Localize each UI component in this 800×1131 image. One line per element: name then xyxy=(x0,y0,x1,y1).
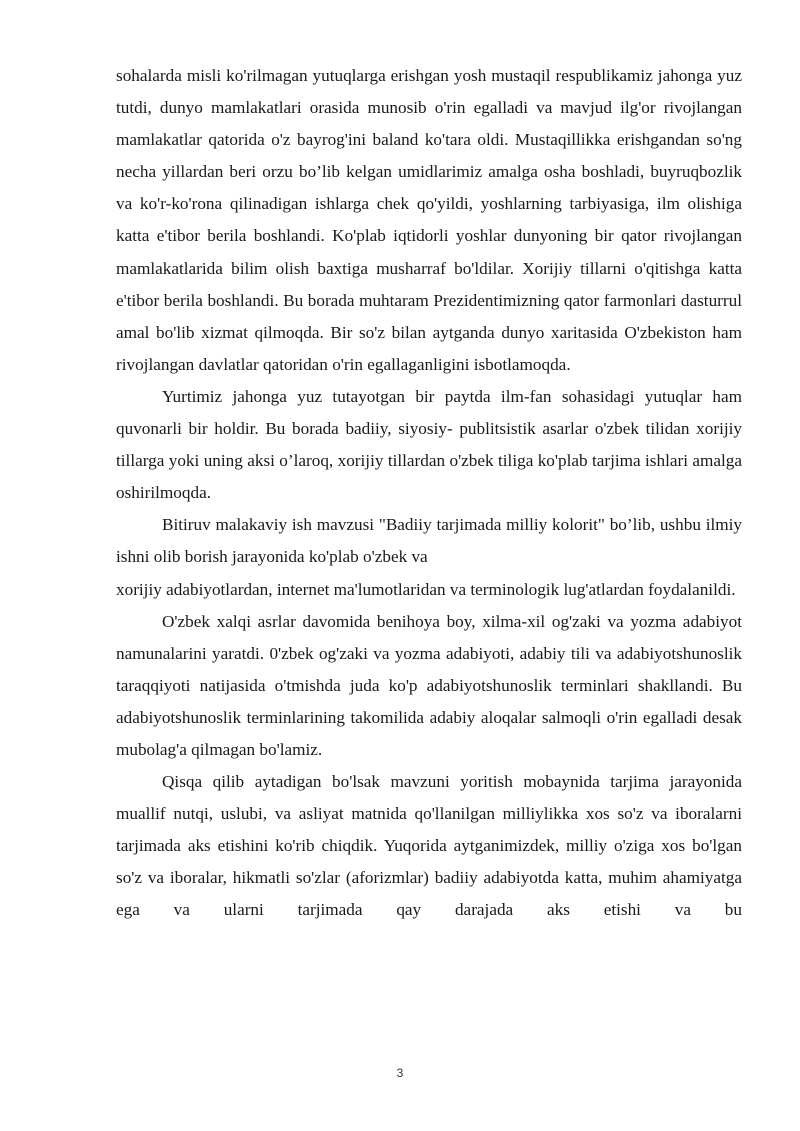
document-body xyxy=(116,60,742,927)
paragraph-6: Qisqa qilib aytadigan bo'lsak mavzuni yoritish mobaynida tarjima jarayonida muallif nutqi, uslubi, va asliyat matnida qo'llanilgan milliylikka xos so'z va iboralarni tarjimada aks etishini ko'rib chiqdik. Yuqorida aytganimizdek, milliy o'ziga xos bo'lgan so'z va iboralar, hikmatli so'zlar (aforizmlar) badiiy adabiyotda katta, muhim ahamiyatga ega va ularni tarjimada qay darajada aks etishi va bu xyxy=(116,772,742,920)
paragraph-2: Yurtimiz jahonga yuz tutayotgan bir paytda ilm-fan sohasidagi yutuqlar ham quvonarli bir holdir. Bu borada badiiy, siyosiy- publitsistik asarlar o'zbek tilidan xorijiy tillarga yoki uning aksi o’laroq, xorijiy tillardan o'zbek tiliga ko'plab tarjima ishlari amalga oshirilmoqda. xyxy=(116,386,742,503)
paragraph-4: xorijiy adabiyotlardan, internet ma'lumotlaridan va terminologik lug'atlardan foydalanildi. xyxy=(116,579,736,599)
paragraph-3: Bitiruv malakaviy ish mavzusi "Badiiy tarjimada milliy kolorit" bo’lib, ushbu ilmiy ishni olib borish jarayonida ko'plab o'zbek va xyxy=(116,515,742,567)
page-number: 3 xyxy=(396,1066,404,1080)
paragraph-1: sohalarda misli ko'rilmagan yutuqlarga erishgan yosh mustaqil respublikamiz jahonga yuz tutdi, dunyo mamlakatlari orasida munosib o'rin egalladi va mavjud ilg'or rivojlangan mamlakatlar qatorida o'z bayrog'ini baland ko'tara oldi. Mustaqillikka erishgandan so'ng necha yillardan beri orzu bo’lib kelgan umidlarimiz amalga osha boshladi, buyruqbozlik va ko'r-ko'rona qilinadigan ishlarga chek qo'yildi, yoshlarning tarbiyasiga, ilm olishiga katta e'tibor berila boshlandi. Ko'plab iqtidorli yoshlar dunyoning bir qator rivojlangan mamlakatlarida bilim olish baxtiga musharraf bo'ldilar. Xorijiy tillarni o'qitishga katta e'tibor berila boshlandi. Bu borada muhtaram Prezidentimizning qator farmonlari dasturrul amal bo'lib xizmat qilmoqda. Bir so'z bilan aytganda dunyo xaritasida O'zbekiston ham rivojlangan davlatlar qatoridan o'rin egallaganligini isbotlamoqda. xyxy=(116,66,742,374)
paragraph-5: O'zbek xalqi asrlar davomida benihoya boy, xilma-xil og'zaki va yozma adabiyot namunalarini yaratdi. 0'zbek og'zaki va yozma adabiyoti, adabiy tili va adabiyotshunoslik taraqqiyoti natijasida o'tmishda juda ko'p adabiyotshunoslik terminlari shakllandi. Bu adabiyotshunoslik terminlarining takomilida adabiy aloqalar salmoqli o'rin egalladi desak mubolag'a qilmagan bo'lamiz. xyxy=(116,611,742,759)
